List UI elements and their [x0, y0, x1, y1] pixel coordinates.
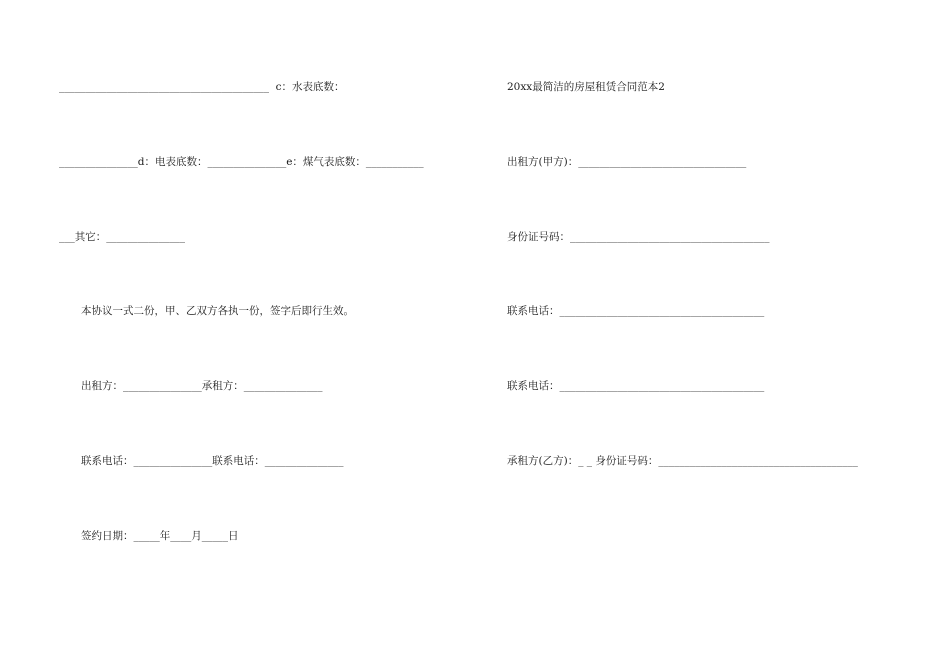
- lessor-line: 出租方(甲方)：________________________________: [507, 156, 747, 168]
- other-line: ___其它：_______________: [59, 231, 185, 243]
- phone-line-2: 联系电话：_______________________________________: [507, 380, 765, 392]
- lessee-line: 承租方(乙方)：_ _ 身份证号码：______________________________________: [507, 455, 858, 467]
- signing-date-line: 签约日期：_____年____月_____日: [81, 530, 239, 542]
- agreement-clause: 本协议一式二份，甲、乙双方各执一份，签字后即行生效。: [81, 305, 354, 317]
- phone-line-1: 联系电话：_______________________________________: [507, 305, 765, 317]
- document-title: 20xx最简洁的房屋租赁合同范本2: [507, 81, 665, 93]
- meter-line-electric-gas: _______________d：电表底数：_______________e：煤气表底数：___________: [59, 156, 424, 168]
- id-number-line: 身份证号码：______________________________________: [507, 231, 770, 243]
- meter-line-water: ________________________________________ c：水表底数：: [59, 81, 345, 93]
- parties-signature-line: 出租方：_______________承租方：_______________: [81, 380, 323, 392]
- contact-phone-line: 联系电话：_______________联系电话：_______________: [81, 455, 344, 467]
